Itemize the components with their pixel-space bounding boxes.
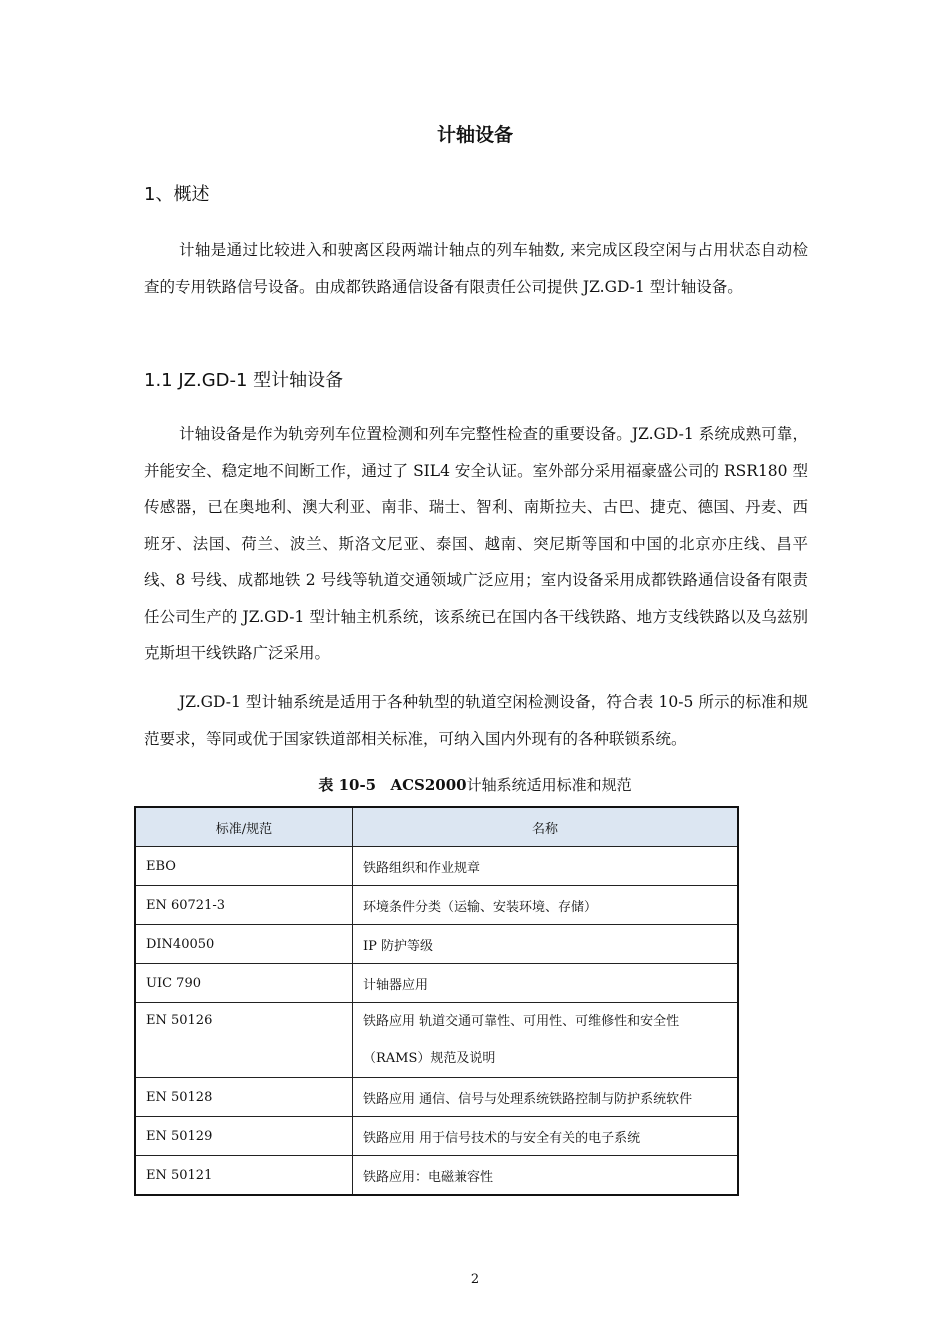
page-number: 2 bbox=[470, 1272, 480, 1287]
cell-name-line: （RAMS）规范及说明 bbox=[363, 1051, 496, 1066]
cell-name: 铁路应用 用于信号技术的与安全有关的电子系统 bbox=[353, 1117, 739, 1156]
cell-standard: EN 50129 bbox=[135, 1117, 353, 1156]
table-row bbox=[135, 847, 738, 886]
table-caption bbox=[0, 774, 950, 795]
table-header-row bbox=[135, 807, 738, 847]
cell-name: IP 防护等级 bbox=[353, 925, 739, 964]
page-title: 计轴设备 bbox=[436, 124, 513, 146]
table-caption-system: ACS2000 bbox=[390, 776, 467, 794]
cell-standard: UIC 790 bbox=[135, 964, 353, 1003]
table-row bbox=[135, 964, 738, 1003]
cell-name: 铁路组织和作业规章 bbox=[353, 847, 739, 886]
table-row bbox=[135, 1156, 738, 1196]
cell-name: 铁路应用 通信、信号与处理系统铁路控制与防护系统软件 bbox=[353, 1078, 739, 1117]
cell-name: 计轴器应用 bbox=[353, 964, 739, 1003]
paragraph-overview: 计轴是通过比较进入和驶离区段两端计轴点的列车轴数, 来完成区段空闲与占用状态自动检查的专用铁路信号设备。由成都铁路通信设备有限责任公司提供 JZ.GD-1 型计轴设备。 bbox=[144, 241, 808, 296]
cell-standard: EN 50121 bbox=[135, 1156, 353, 1196]
table-caption-label: 表 10-5 bbox=[318, 776, 377, 794]
table-row bbox=[135, 1003, 738, 1078]
cell-standard: EN 50128 bbox=[135, 1078, 353, 1117]
paragraph-standards-compliance: JZ.GD-1 型计轴系统是适用于各种轨型的轨道空闲检测设备，符合表 10-5 所示的标准和规范要求，等同或优于国家铁道部相关标准，可纳入国内外现有的各种联锁系统。 bbox=[144, 693, 808, 748]
cell-standard: DIN40050 bbox=[135, 925, 353, 964]
table-row bbox=[135, 925, 738, 964]
cell-standard: EN 60721-3 bbox=[135, 886, 353, 925]
standards-table bbox=[134, 806, 739, 1196]
section-heading-overview: 1、概述 bbox=[144, 184, 210, 205]
cell-name bbox=[353, 1003, 739, 1078]
section-heading-jzgd1: 1.1 JZ.GD-1 型计轴设备 bbox=[144, 370, 344, 391]
cell-name: 铁路应用：电磁兼容性 bbox=[353, 1156, 739, 1196]
table-row bbox=[135, 1117, 738, 1156]
cell-standard: EN 50126 bbox=[135, 1003, 353, 1078]
table-row bbox=[135, 886, 738, 925]
cell-standard: EBO bbox=[135, 847, 353, 886]
cell-name-line: 铁路应用 轨道交通可靠性、可用性、可维修性和安全性 bbox=[363, 1014, 680, 1029]
paragraph-jzgd1-description: 计轴设备是作为轨旁列车位置检测和列车完整性检查的重要设备。JZ.GD-1 系统成熟可靠，并能安全、稳定地不间断工作，通过了 SIL4 安全认证。室外部分采用福豪盛公司的 RSR180 型传感器，已在奥地利、澳大利亚、南非、瑞士、智利、南斯拉夫、古巴、捷克、德国、丹麦、西班牙、法国、荷兰、波兰、斯洛文尼亚、泰国、越南、突尼斯等国和中国的北京亦庄线、昌平线、8 号线、成都地铁 2 号线等轨道交通领域广泛应用；室内设备采用成都铁路通信设备有限责任公司生产的 JZ.GD-1 型计轴主机系统，该系统已在国内各干线铁路、地方支线铁路以及乌兹别克斯坦干线铁路广泛采用。 bbox=[144, 425, 808, 662]
header-name: 名称 bbox=[353, 807, 739, 847]
cell-name: 环境条件分类（运输、安装环境、存储） bbox=[353, 886, 739, 925]
table-caption-text: 计轴系统适用标准和规范 bbox=[466, 776, 632, 794]
table-row bbox=[135, 1078, 738, 1117]
header-standard: 标准/规范 bbox=[135, 807, 353, 847]
